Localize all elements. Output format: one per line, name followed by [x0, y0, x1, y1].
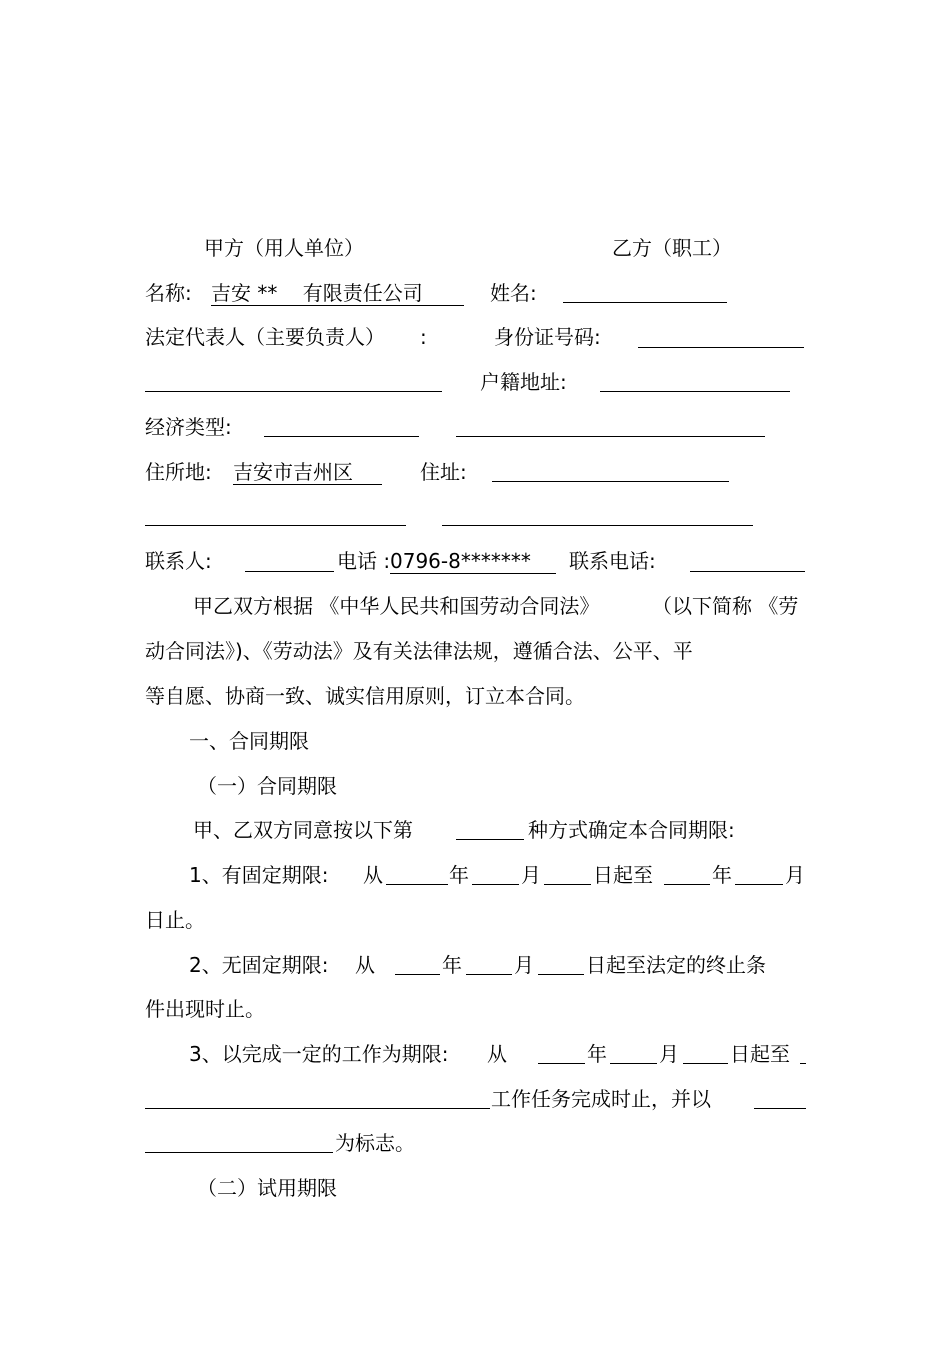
- id-number-blank[interactable]: [638, 347, 804, 348]
- item-3-line-2: 工作任务完成时止，并以: [491, 1087, 711, 1111]
- item-2-year-blank[interactable]: [395, 974, 440, 975]
- domicile-label: 住所地:: [145, 460, 212, 484]
- item-1-year-label: 年: [449, 863, 469, 887]
- contact-person-blank[interactable]: [245, 571, 334, 572]
- item-2-label: 2、无固定期限:: [189, 953, 329, 977]
- item-3-label: 3、以完成一定的工作为期限:: [189, 1042, 449, 1066]
- contact-person-label: 联系人:: [145, 549, 212, 573]
- contact-phone-label: 联系电话:: [569, 549, 656, 573]
- item-1-start-month-blank[interactable]: [472, 884, 519, 885]
- legal-rep-label: 法定代表人（主要负责人）: [145, 325, 385, 349]
- phone-label: 电话 :: [337, 549, 391, 573]
- surname-blank[interactable]: [563, 302, 727, 303]
- item-2-day-blank[interactable]: [538, 974, 584, 975]
- address-blank[interactable]: [492, 481, 729, 482]
- intro-line-1a: 甲乙双方根据 《中华人民共和国劳动合同法》: [193, 594, 600, 618]
- item-1-day-end: 日止。: [145, 908, 205, 932]
- economic-type-label: 经济类型:: [145, 415, 232, 439]
- item-1-from: 从: [363, 863, 383, 887]
- item-3-month-label: 月: [659, 1042, 679, 1066]
- item-3-end-blank-tail[interactable]: [800, 1063, 806, 1064]
- intro-line-2: 动合同法》)、《劳动法》及有关法律法规，遵循合法、公平、平: [145, 639, 693, 663]
- item-3-from-to: 日起至: [730, 1042, 790, 1066]
- item-2-tail: 日起至法定的终止条: [586, 953, 766, 977]
- item-1-end-year-label: 年: [712, 863, 732, 887]
- household-address-blank-2[interactable]: [456, 436, 765, 437]
- item-2-from: 从: [355, 953, 375, 977]
- address-blank-2[interactable]: [442, 525, 753, 526]
- subsection-2-title: （二）试用期限: [197, 1176, 337, 1200]
- item-1-from-to: 日起至: [593, 863, 653, 887]
- item-1-end-month-blank[interactable]: [735, 884, 783, 885]
- item-1-end-year-blank[interactable]: [664, 884, 710, 885]
- surname-label: 姓名:: [490, 281, 537, 305]
- item-2-month-blank[interactable]: [466, 974, 512, 975]
- item-3-day-blank[interactable]: [683, 1063, 728, 1064]
- party-b-heading: 乙方（职工）: [612, 236, 732, 260]
- item-1-start-day-blank[interactable]: [544, 884, 591, 885]
- subsection-1-title: （一）合同期限: [197, 774, 337, 798]
- section-1-title: 一、合同期限: [189, 729, 309, 753]
- item-1-month-label: 月: [521, 863, 541, 887]
- household-address-blank[interactable]: [600, 391, 790, 392]
- item-3-from: 从: [487, 1042, 507, 1066]
- company-name-label: 名称:: [145, 281, 192, 305]
- household-address-label: 户籍地址:: [480, 370, 567, 394]
- item-1-start-year-blank[interactable]: [386, 884, 448, 885]
- item-3-marker-blank-2[interactable]: [145, 1152, 333, 1153]
- contact-phone-blank[interactable]: [690, 571, 805, 572]
- item-2-month-label: 月: [514, 953, 534, 977]
- domicile-value: 吉安市吉州区: [233, 460, 382, 485]
- intro-line-1b: （以下简称 《劳: [652, 594, 799, 618]
- term-method-text-b: 种方式确定本合同期限:: [528, 818, 735, 842]
- item-3-month-blank[interactable]: [610, 1063, 657, 1064]
- legal-rep-blank[interactable]: [145, 391, 442, 392]
- id-number-label: 身份证号码:: [494, 325, 601, 349]
- legal-rep-colon: :: [420, 325, 427, 349]
- economic-type-blank[interactable]: [264, 436, 419, 437]
- address-label: 住址:: [420, 460, 467, 484]
- item-2-line-2: 件出现时止。: [145, 997, 265, 1021]
- party-a-heading: 甲方（用人单位）: [204, 236, 364, 260]
- domicile-blank-2[interactable]: [145, 525, 406, 526]
- term-method-text-a: 甲、乙双方同意按以下第: [193, 818, 413, 842]
- item-1-end-month-label: 月: [785, 863, 805, 887]
- item-2-year-label: 年: [442, 953, 462, 977]
- item-3-line-3: 为标志。: [335, 1131, 415, 1155]
- item-3-year-label: 年: [587, 1042, 607, 1066]
- intro-line-3: 等自愿、协商一致、诚实信用原则，订立本合同。: [145, 684, 585, 708]
- item-3-end-blank[interactable]: [145, 1108, 490, 1109]
- item-3-marker-blank[interactable]: [754, 1108, 806, 1109]
- item-1-label: 1、有固定期限:: [189, 863, 329, 887]
- company-name-value: 吉安 ** 有限责任公司: [211, 281, 464, 306]
- term-method-blank[interactable]: [456, 839, 524, 840]
- item-3-year-blank[interactable]: [538, 1063, 585, 1064]
- phone-value: 0796-8*******: [390, 549, 556, 574]
